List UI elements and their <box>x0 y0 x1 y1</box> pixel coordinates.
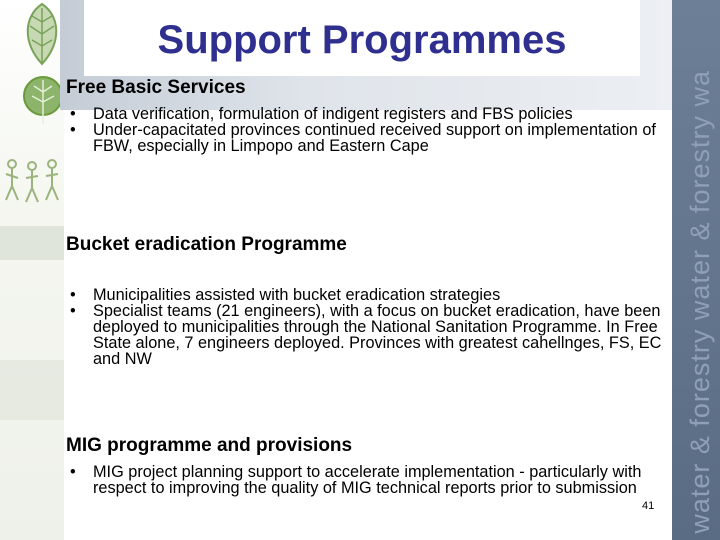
list-item <box>66 287 668 303</box>
bullet-text: MIG project planning support to accelerate implementation - particularly with respect to improving the quality of MIG technical reports prior to submission <box>93 463 642 497</box>
vertical-watermark: water & forestry water & forestry wa <box>685 70 715 534</box>
bullet-text: Municipalities assisted with bucket eradication strategies <box>93 286 501 304</box>
section-heading-free-basic-services: Free Basic Services <box>66 77 246 98</box>
list-item <box>66 303 668 367</box>
bullet-text: Specialist teams (21 engineers), with a focus on bucket eradication, have been deployed to municipalities through the National Sanitation Programme. In Free State alone, 7 engineers deployed. Provinces with greatest cahellnges, FS, EC and NW <box>93 302 662 368</box>
bullet-dot: • <box>70 286 76 304</box>
bullet-dot: • <box>70 463 76 481</box>
section-heading-bucket-eradication: Bucket eradication Programme <box>66 234 347 255</box>
section-heading-mig-programme: MIG programme and provisions <box>66 435 353 456</box>
bullet-list-free-basic-services <box>66 106 668 154</box>
bullet-dot: • <box>70 302 76 320</box>
list-item <box>66 106 668 122</box>
bullet-text: Data verification, formulation of indigent registers and FBS policies <box>93 105 573 123</box>
page-number: 41 <box>642 500 655 512</box>
bullet-list-mig-programme <box>66 464 668 496</box>
bullet-list-bucket-eradication <box>66 287 668 367</box>
bullet-text: Under-capacitated provinces continued received support on implementation of FBW, especially in Limpopo and Eastern Cape <box>93 121 656 155</box>
list-item <box>66 122 668 154</box>
list-item <box>66 464 668 496</box>
slide-title: Support Programmes <box>157 18 567 62</box>
bullet-dot: • <box>70 121 76 139</box>
bullet-dot: • <box>70 105 76 123</box>
